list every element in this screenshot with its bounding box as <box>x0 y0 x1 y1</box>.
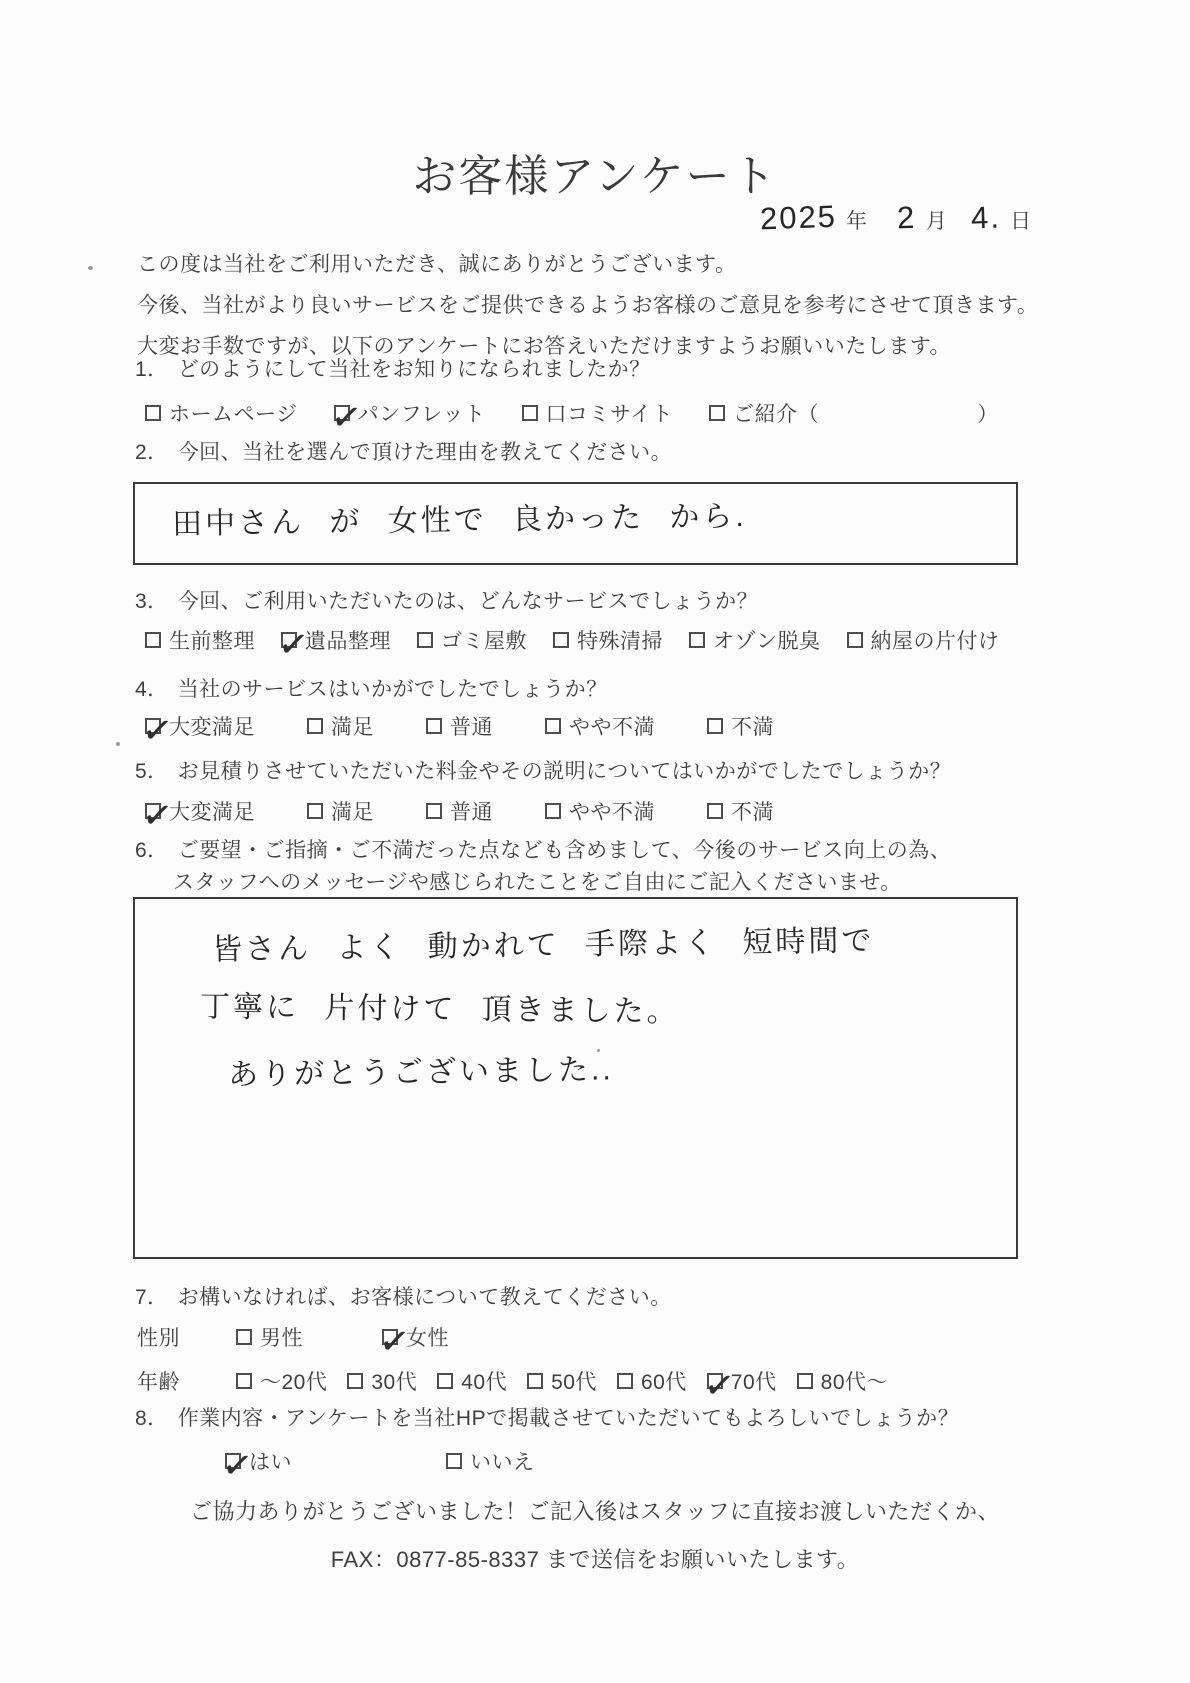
q1-option-review-site <box>522 398 674 428</box>
question-1-heading <box>135 353 651 383</box>
q7-option-age-60s <box>617 1366 687 1396</box>
option-label: 40代 <box>461 1371 508 1394</box>
q7-option-age-40s <box>437 1366 507 1396</box>
option-label: ゴミ屋敷 <box>441 630 527 653</box>
question-3-number: 3． <box>135 590 169 613</box>
q3-option-gomi-yashiki <box>417 625 527 655</box>
date-day-value: 4. <box>970 199 1002 236</box>
checkbox-icon <box>145 632 161 648</box>
question-8-heading <box>135 1402 959 1432</box>
question-1-number: 1． <box>135 358 169 381</box>
question-4-heading <box>135 673 608 703</box>
checkbox-icon <box>382 1329 398 1345</box>
check-icon: ✓ <box>275 621 312 667</box>
question-6-text-line-1: ご要望・ご指摘・ご不満だった点なども含めまして、今後のサービス向上の為、 <box>177 839 952 862</box>
q3-options-row <box>145 621 1000 667</box>
q3-option-ihin-seiri <box>275 621 391 667</box>
q6-handwritten-line-3: ありがとうございました.. <box>227 1053 614 1092</box>
option-label: 男性 <box>260 1327 303 1350</box>
option-label: 70代 <box>730 1371 777 1394</box>
option-label: 納屋の片付け <box>870 630 1000 653</box>
q3-option-tokushu-seisou <box>553 625 663 655</box>
checkbox-icon <box>707 803 723 819</box>
footer-thanks-line: ご協力ありがとうございました！ご記入後はスタッフに直接お渡しいただくか、 <box>189 1499 1001 1524</box>
option-label: 女性 <box>406 1327 449 1350</box>
option-label: 不満 <box>731 801 774 824</box>
scan-speckle <box>88 266 93 270</box>
gender-label: 性別 <box>137 1327 180 1350</box>
question-7-text: お構いなければ、お客様について教えてください。 <box>177 1286 672 1309</box>
q7-option-age-50s <box>527 1366 597 1396</box>
question-1-text: どのようにして当社をお知りになられましたか？ <box>177 358 651 381</box>
scan-speckle <box>116 742 120 746</box>
option-label: ホームページ <box>169 403 298 426</box>
q5-option-neutral <box>426 796 493 826</box>
q1-option-pamphlet <box>328 394 486 440</box>
q4-options-row <box>139 707 774 753</box>
checkbox-icon <box>145 718 161 734</box>
q3-option-ozone <box>689 625 821 655</box>
form-title: お客様アンケート <box>412 152 778 201</box>
check-icon: ✓ <box>219 1442 256 1488</box>
checkbox-icon <box>417 632 433 648</box>
age-label: 年齢 <box>137 1371 180 1394</box>
checkbox-icon <box>707 1373 723 1389</box>
option-label: 60代 <box>640 1371 687 1394</box>
option-label: やや不満 <box>569 801 655 824</box>
q5-option-somewhat-dissatisfied <box>545 796 655 826</box>
q7-age-row <box>137 1362 889 1408</box>
option-label: ～20代 <box>260 1371 328 1394</box>
option-label: オゾン脱臭 <box>713 630 821 653</box>
question-3-text: 今回、ご利用いただいたのは、どんなサービスでしょうか？ <box>177 590 759 613</box>
checkbox-icon <box>347 1373 363 1389</box>
question-7-number: 7． <box>135 1286 169 1309</box>
q7-option-female <box>376 1318 449 1364</box>
q7-option-age-30s <box>347 1366 417 1396</box>
q1-option-homepage <box>145 398 298 428</box>
q4-option-neutral <box>426 711 493 741</box>
question-8-text: 作業内容・アンケートを当社HPで掲載させていただいてもよろしいでしょうか？ <box>177 1407 960 1430</box>
intro-line-2: 今後、当社がより良いサービスをご提供できるようお客様のご意見を参考にさせて頂きます。 <box>137 294 1039 317</box>
question-2-text: 今回、当社を選んで頂けた理由を教えてください。 <box>177 441 673 464</box>
date-month-value: 2 <box>896 199 918 236</box>
option-label: 口コミサイト <box>545 403 674 426</box>
checkbox-icon <box>553 632 569 648</box>
option-label: 普通 <box>450 716 493 739</box>
checkbox-icon <box>281 632 297 648</box>
q6-handwritten-line-2: 丁寧に 片付けて 頂きました。 <box>199 990 680 1029</box>
q5-options-row <box>139 792 774 838</box>
date-field <box>760 200 1032 236</box>
q7-option-age-80s-plus <box>797 1366 888 1396</box>
date-month-label: 月 <box>925 210 948 233</box>
checkbox-icon <box>689 632 705 648</box>
checkbox-icon <box>446 1453 462 1469</box>
checkbox-icon <box>145 803 161 819</box>
q4-option-satisfied <box>307 711 374 741</box>
question-5-heading <box>135 755 951 785</box>
check-icon: ✓ <box>701 1362 738 1408</box>
checkbox-icon <box>527 1373 543 1389</box>
option-label: 80代～ <box>820 1371 889 1394</box>
date-year-value: 2025 <box>759 198 838 237</box>
q7-gender-row <box>137 1318 449 1364</box>
option-label: 満足 <box>331 801 374 824</box>
q7-option-male <box>236 1322 303 1352</box>
option-label: 大変満足 <box>169 716 255 739</box>
intro-line-1: この度は当社をご利用いただき、誠にありがとうございます。 <box>137 253 737 276</box>
option-label: 満足 <box>331 716 374 739</box>
option-label: ご紹介（ <box>733 403 820 426</box>
option-label: パンフレット <box>357 403 486 426</box>
checkbox-icon <box>236 1373 252 1389</box>
checkbox-icon <box>437 1373 453 1389</box>
question-6-heading-line-2: スタッフへのメッセージや感じられたことをご自由にご記入くださいませ。 <box>173 871 902 894</box>
question-4-text: 当社のサービスはいかがでしたでしょうか？ <box>177 678 608 701</box>
checkbox-icon <box>522 405 538 421</box>
checkbox-icon <box>707 718 723 734</box>
q5-option-satisfied <box>307 796 374 826</box>
q8-option-no <box>446 1446 535 1476</box>
question-8-number: 8． <box>135 1407 169 1430</box>
option-label: 大変満足 <box>169 801 255 824</box>
option-label: 普通 <box>450 801 493 824</box>
checkbox-icon <box>145 405 161 421</box>
q2-handwritten-answer: 田中さん が 女性で 良かった から. <box>171 499 747 542</box>
question-7-heading <box>135 1281 672 1311</box>
option-label: はい <box>249 1451 292 1474</box>
question-3-heading <box>135 585 758 615</box>
q3-option-naya-katazuke <box>847 625 1000 655</box>
date-day-label: 日 <box>1010 210 1032 233</box>
question-4-number: 4． <box>135 678 169 701</box>
checkbox-icon <box>847 632 863 648</box>
scan-speckle <box>597 1049 600 1052</box>
check-icon: ✓ <box>139 707 176 753</box>
check-icon: ✓ <box>376 1318 413 1364</box>
q1-option-referral <box>709 398 999 428</box>
option-label: 生前整理 <box>169 630 255 653</box>
checkbox-icon <box>236 1329 252 1345</box>
intro-line-3: 大変お手数ですが、以下のアンケートにお答えいただけますようお願いいたします。 <box>137 335 952 358</box>
q7-option-age-under-20s <box>236 1366 327 1396</box>
question-6-number: 6． <box>135 839 169 862</box>
q5-option-dissatisfied <box>707 796 774 826</box>
option-label: 30代 <box>371 1371 418 1394</box>
q6-handwritten-line-1: 皆さん よく 動かれて 手際よく 短時間で <box>211 924 875 967</box>
q8-option-yes <box>219 1442 292 1488</box>
q7-option-age-70s <box>701 1362 777 1408</box>
question-5-text: お見積りさせていただいた料金やその説明についてはいかがでしたでしょうか？ <box>177 760 952 783</box>
q8-options-row <box>219 1442 535 1488</box>
checkbox-icon <box>545 803 561 819</box>
q4-option-somewhat-dissatisfied <box>545 711 655 741</box>
checkbox-icon <box>617 1373 633 1389</box>
question-2-heading <box>135 436 672 466</box>
option-label: いいえ <box>470 1451 535 1474</box>
checkbox-icon <box>307 803 323 819</box>
q4-option-dissatisfied <box>707 711 774 741</box>
q1-options-row <box>145 394 999 440</box>
option-label: 特殊清掃 <box>577 630 663 653</box>
checkbox-icon <box>797 1373 813 1389</box>
q5-option-very-satisfied <box>139 792 255 838</box>
check-icon: ✓ <box>139 792 176 838</box>
question-6-heading-line-1 <box>135 834 951 864</box>
checkbox-icon <box>426 803 442 819</box>
q3-option-seizen-seiri <box>145 625 255 655</box>
checkbox-icon <box>307 718 323 734</box>
checkbox-icon <box>225 1453 241 1469</box>
checkbox-icon <box>426 718 442 734</box>
option-label: 遺品整理 <box>305 630 391 653</box>
q4-option-very-satisfied <box>139 707 255 753</box>
referral-close-paren: ） <box>977 403 999 426</box>
question-2-number: 2． <box>135 441 169 464</box>
checkbox-icon <box>334 405 350 421</box>
checkbox-icon <box>545 718 561 734</box>
check-icon: ✓ <box>328 394 365 440</box>
option-label: 50代 <box>551 1371 597 1394</box>
option-label: やや不満 <box>569 716 655 739</box>
date-year-label: 年 <box>845 210 868 233</box>
question-5-number: 5． <box>135 760 169 783</box>
footer-fax-line: FAX：0877-85-8337 まで送信をお願いいたします。 <box>330 1547 860 1572</box>
checkbox-icon <box>709 405 725 421</box>
option-label: 不満 <box>731 716 774 739</box>
